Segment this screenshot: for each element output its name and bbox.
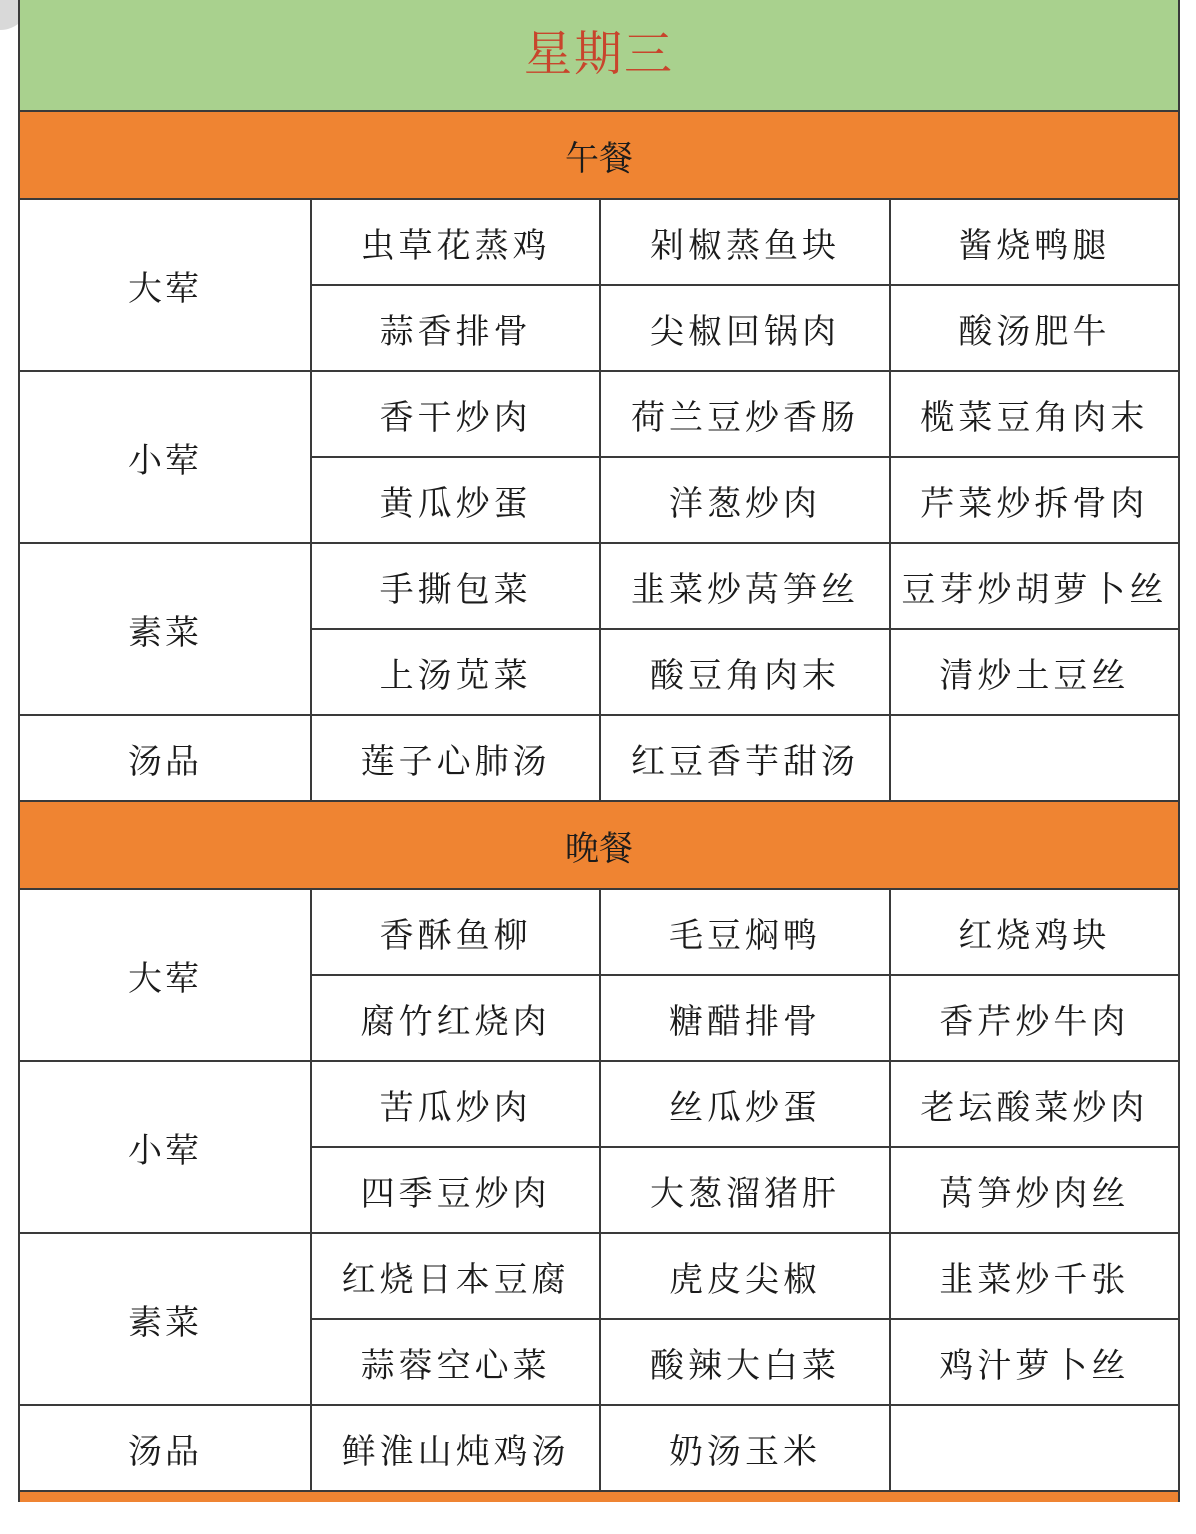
- table-row: [19, 200, 1179, 285]
- dish-cell: 香干炒肉: [311, 371, 600, 457]
- category-cell: 汤品: [19, 1405, 311, 1491]
- dish-cell: 大葱溜猪肝: [600, 1147, 889, 1233]
- dish-cell: 酸豆角肉末: [600, 629, 889, 715]
- dish-cell: 苦瓜炒肉: [311, 1061, 600, 1147]
- dish-cell: 手撕包菜: [311, 543, 600, 629]
- dish-cell: 红豆香芋甜汤: [600, 715, 889, 801]
- dish-cell: 蒜蓉空心菜: [311, 1319, 600, 1405]
- dish-cell: 榄菜豆角肉末: [890, 371, 1179, 457]
- dish-cell: 香酥鱼柳: [311, 890, 600, 975]
- weekly-menu-card: [18, 0, 1180, 1502]
- dish-cell: 毛豆焖鸭: [600, 890, 889, 975]
- dish-cell: [890, 715, 1179, 801]
- dish-cell: 莲子心肺汤: [311, 715, 600, 801]
- dish-cell: 老坛酸菜炒肉: [890, 1061, 1179, 1147]
- dish-cell: 四季豆炒肉: [311, 1147, 600, 1233]
- dish-cell: 韭菜炒千张: [890, 1233, 1179, 1319]
- table-row: [19, 371, 1179, 457]
- dish-cell: 剁椒蒸鱼块: [600, 200, 889, 285]
- dish-cell: 清炒土豆丝: [890, 629, 1179, 715]
- dish-cell: 酸汤肥牛: [890, 285, 1179, 371]
- table-row: [19, 1061, 1179, 1147]
- dish-cell: 鲜淮山炖鸡汤: [311, 1405, 600, 1491]
- dish-cell: 酸辣大白菜: [600, 1319, 889, 1405]
- table-row: [19, 1405, 1179, 1491]
- category-cell: 素菜: [19, 1233, 311, 1405]
- dish-cell: 莴笋炒肉丝: [890, 1147, 1179, 1233]
- table-row: [19, 543, 1179, 629]
- dish-cell: 红烧鸡块: [890, 890, 1179, 975]
- dish-cell: [890, 1405, 1179, 1491]
- day-title: 星期三: [523, 25, 674, 82]
- category-cell: 素菜: [19, 543, 311, 715]
- category-cell: 小荤: [19, 371, 311, 543]
- dish-cell: 蒜香排骨: [311, 285, 600, 371]
- table-row: [19, 890, 1179, 975]
- day-title-bar: [18, 0, 1180, 112]
- dish-cell: 香芹炒牛肉: [890, 975, 1179, 1061]
- category-cell: 汤品: [19, 715, 311, 801]
- table-row: [19, 715, 1179, 801]
- dish-cell: 酱烧鸭腿: [890, 200, 1179, 285]
- category-cell: 小荤: [19, 1061, 311, 1233]
- dish-cell: 虎皮尖椒: [600, 1233, 889, 1319]
- category-cell: 大荤: [19, 200, 311, 371]
- table-row: [19, 1233, 1179, 1319]
- dish-cell: 尖椒回锅肉: [600, 285, 889, 371]
- dish-cell: 腐竹红烧肉: [311, 975, 600, 1061]
- next-section-band: [18, 1492, 1180, 1502]
- dish-cell: 糖醋排骨: [600, 975, 889, 1061]
- dish-cell: 上汤苋菜: [311, 629, 600, 715]
- meal-header-lunch: 午餐: [18, 112, 1180, 200]
- menu-table-dinner: [18, 890, 1180, 1492]
- dish-cell: 芹菜炒拆骨肉: [890, 457, 1179, 543]
- dish-cell: 韭菜炒莴笋丝: [600, 543, 889, 629]
- dish-cell: 洋葱炒肉: [600, 457, 889, 543]
- dish-cell: 丝瓜炒蛋: [600, 1061, 889, 1147]
- dish-cell: 红烧日本豆腐: [311, 1233, 600, 1319]
- dish-cell: 黄瓜炒蛋: [311, 457, 600, 543]
- dish-cell: 奶汤玉米: [600, 1405, 889, 1491]
- dish-cell: 荷兰豆炒香肠: [600, 371, 889, 457]
- menu-table-lunch: [18, 200, 1180, 802]
- category-cell: 大荤: [19, 890, 311, 1061]
- meal-header-dinner: 晚餐: [18, 802, 1180, 890]
- dish-cell: 鸡汁萝卜丝: [890, 1319, 1179, 1405]
- dish-cell: 豆芽炒胡萝卜丝: [890, 543, 1179, 629]
- dish-cell: 虫草花蒸鸡: [311, 200, 600, 285]
